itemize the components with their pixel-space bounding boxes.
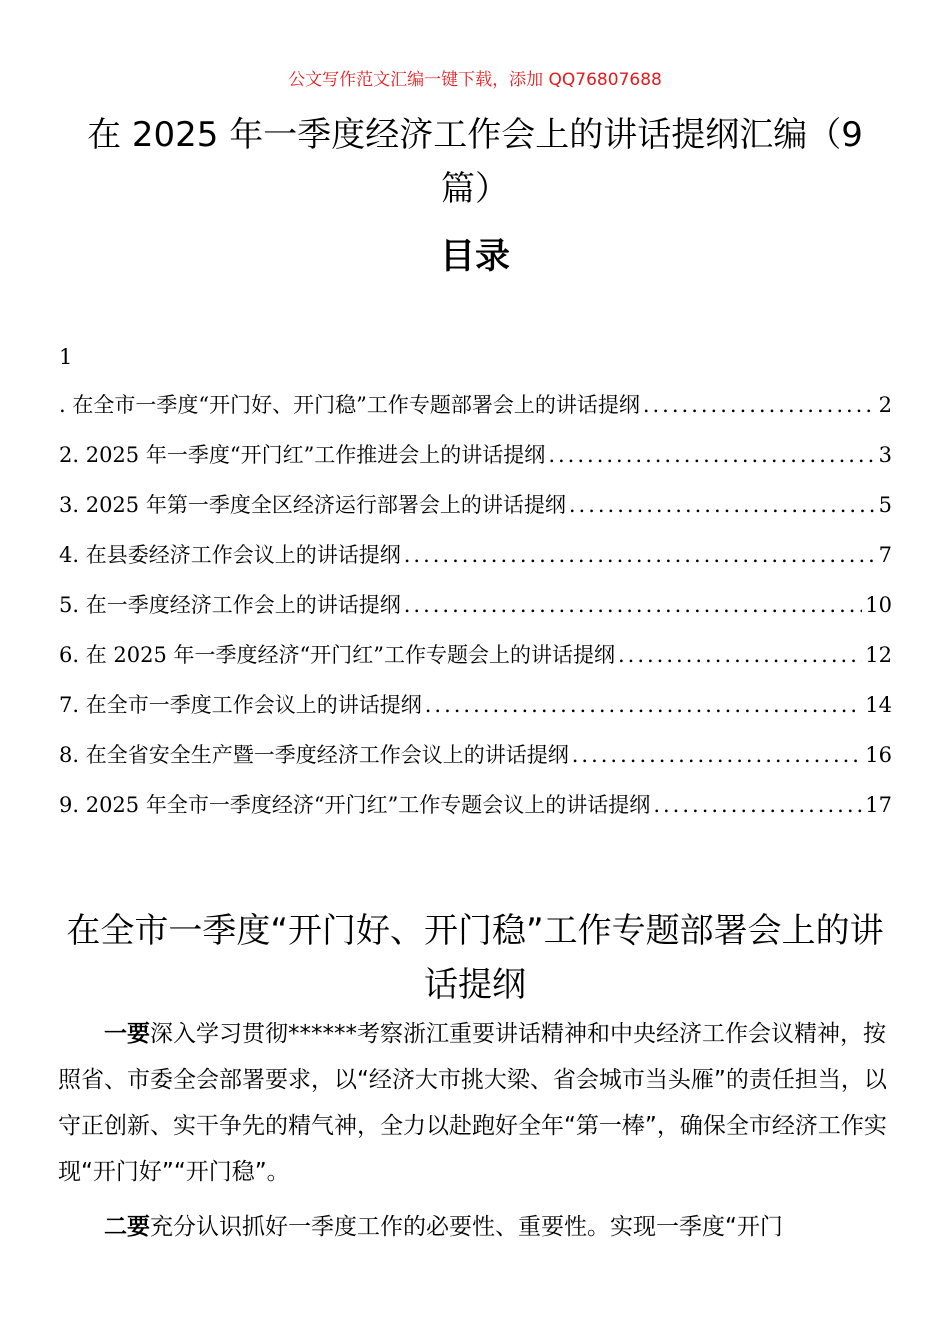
section-body	[58, 1011, 890, 1259]
toc-item-text: . 在全市一季度“开门好、开门稳”工作专题部署会上的讲话提纲	[59, 393, 640, 417]
toc-item-text: 8. 在全省安全生产暨一季度经济工作会议上的讲话提纲	[59, 743, 569, 767]
paragraph-text: 充分认识抓好一季度工作的必要性、重要性。实现一季度“开门	[150, 1214, 783, 1240]
toc-leader-dots	[404, 540, 876, 570]
toc-item-page: 7	[878, 543, 892, 567]
toc-item-page: 5	[878, 493, 892, 517]
toc-item-page: 14	[865, 693, 892, 717]
table-of-contents	[59, 390, 892, 840]
toc-item-text: 7. 在全市一季度工作会议上的讲话提纲	[59, 693, 422, 717]
toc-leader-dots	[618, 640, 862, 670]
body-paragraph-2	[58, 1204, 890, 1250]
toc-leader-dots	[548, 440, 875, 470]
body-paragraph-1	[58, 1011, 890, 1195]
toc-item-6[interactable]	[59, 640, 892, 690]
toc-item-text: 5. 在一季度经济工作会上的讲话提纲	[59, 593, 401, 617]
toc-item-page: 16	[865, 743, 892, 767]
toc-leader-dots	[572, 740, 863, 770]
toc-item-7[interactable]	[59, 690, 892, 740]
toc-leader-dots	[653, 790, 862, 820]
toc-item-text: 2. 2025 年一季度“开门红”工作推进会上的讲话提纲	[59, 443, 546, 467]
toc-heading: 目录	[439, 237, 510, 277]
toc-item-1[interactable]	[59, 390, 892, 440]
paragraph-text: 深入学习贯彻******考察浙江重要讲话精神和中央经济工作会议精神，按照省、市委全会部署要求，以“经济大市挑大梁、省会城市当头雁”的责任担当，以守正创新、实干争先的精气神，全力以赴跑好全年“第一棒”，确保全市经济工作实现“开门好”“开门稳”。	[58, 1021, 887, 1185]
paragraph-lead: 一要	[104, 1021, 150, 1047]
toc-item-9[interactable]	[59, 790, 892, 840]
toc-item-text: 3. 2025 年第一季度全区经济运行部署会上的讲话提纲	[59, 493, 566, 517]
toc-item-3[interactable]	[59, 490, 892, 540]
toc-item-5[interactable]	[59, 590, 892, 640]
paragraph-lead: 二要	[104, 1214, 150, 1240]
toc-leader-dots	[425, 690, 863, 720]
toc-item-page: 12	[865, 643, 892, 667]
section-title: 在全市一季度“开门好、开门稳”工作专题部署会上的讲话提纲	[66, 911, 884, 1005]
toc-item-4[interactable]	[59, 540, 892, 590]
toc-leader-dots	[404, 590, 863, 620]
toc-item-8[interactable]	[59, 740, 892, 790]
toc-item-page: 2	[878, 393, 892, 417]
toc-item-text: 6. 在 2025 年一季度经济“开门红”工作专题会上的讲话提纲	[59, 643, 615, 667]
toc-item-page: 3	[878, 443, 892, 467]
toc-item-text: 4. 在县委经济工作会议上的讲话提纲	[59, 543, 401, 567]
toc-item-page: 17	[865, 793, 892, 817]
document-title: 在 2025 年一季度经济工作会上的讲话提纲汇编（9 篇）	[87, 115, 863, 209]
toc-leader-dots	[569, 490, 876, 520]
toc-item-2[interactable]	[59, 440, 892, 490]
toc-leader-dots	[643, 390, 876, 420]
watermark-text: 公文写作范文汇编一键下载，添加 QQ76807688	[288, 70, 662, 90]
toc-item-page: 10	[865, 593, 892, 617]
toc-stray-number: 1	[59, 345, 73, 369]
toc-item-text: 9. 2025 年全市一季度经济“开门红”工作专题会议上的讲话提纲	[59, 793, 651, 817]
